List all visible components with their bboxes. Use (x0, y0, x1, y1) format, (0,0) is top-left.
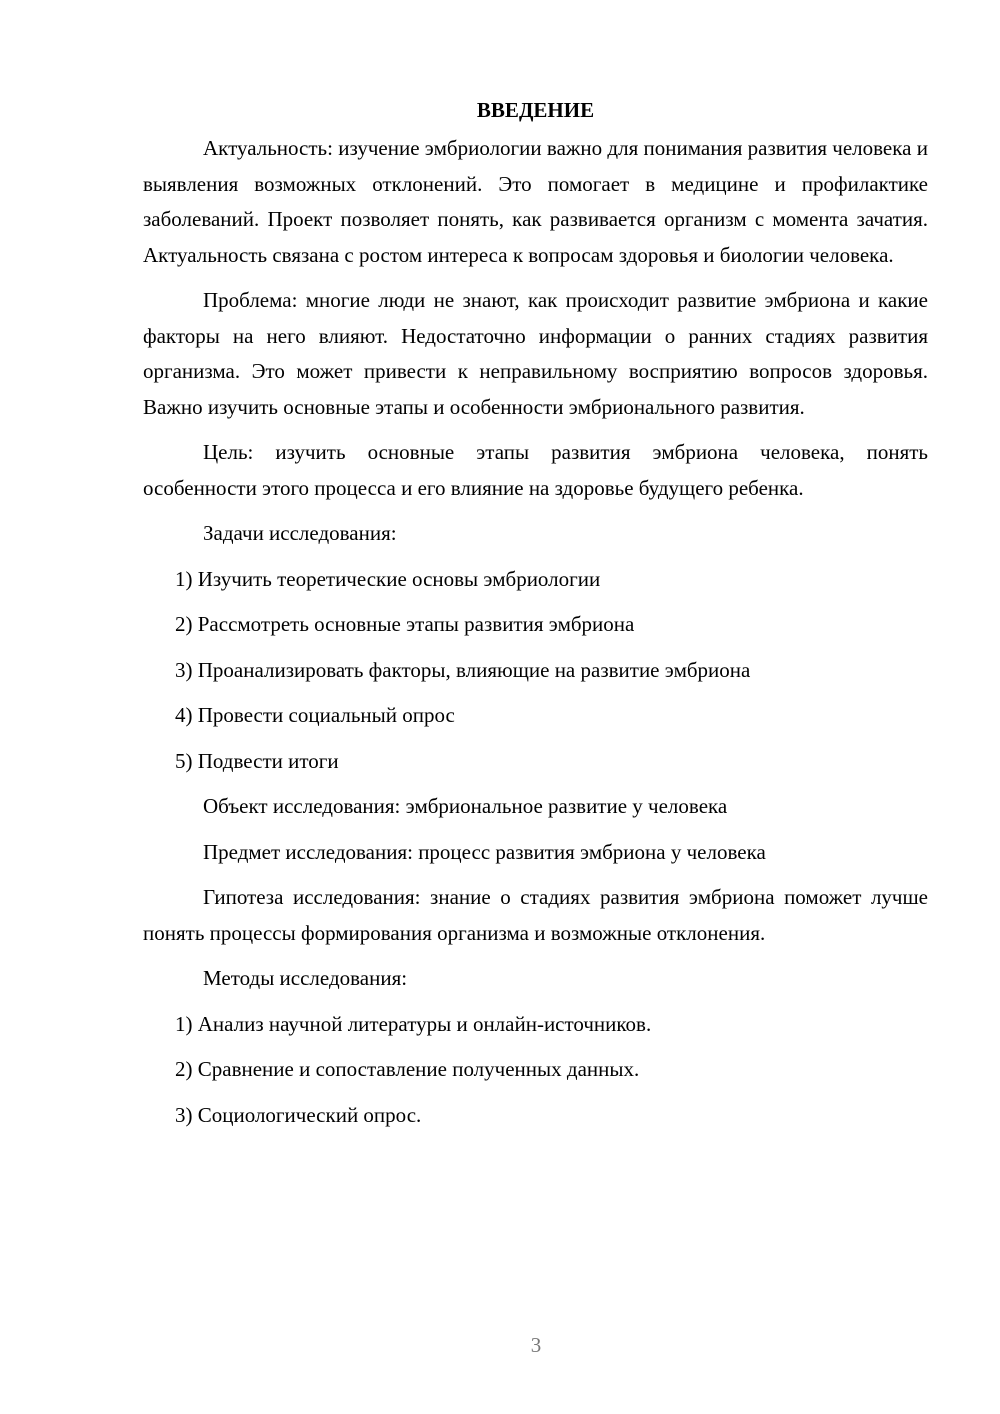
relevance-paragraph: Актуальность: изучение эмбриологии важно для понимания развития человека и выявления возможных отклонений. Это помогает в медицине и профилактике заболеваний. Проект позволяет понять, как развивается организм с момента зачатия. Актуальность связана с ростом интереса к вопросам здоровья и биологии человека. (143, 136, 928, 267)
object-paragraph: Объект исследования: эмбриональное развитие у человека (203, 794, 728, 818)
list-item: 5) Подвести итоги (175, 748, 339, 773)
problem-paragraph: Проблема: многие люди не знают, как происходит развитие эмбриона и какие факторы на него влияют. Недостаточно информации о ранних стадиях развития организма. Это может привести к неправильному восприятию вопросов здоровья. Важно изучить основные этапы и особенности эмбрионального развития. (143, 288, 928, 419)
list-item: 3) Проанализировать факторы, влияющие на развитие эмбриона (175, 657, 751, 682)
methods-list (143, 1007, 928, 1134)
methods-heading: Методы исследования: (203, 966, 408, 990)
goal-paragraph: Цель: изучить основные этапы развития эмбриона человека, понять особенности этого процесса и его влияние на здоровье будущего ребенка. (143, 440, 928, 500)
page-content (143, 94, 928, 1143)
list-item: 2) Рассмотреть основные этапы развития эмбриона (175, 612, 635, 636)
subject-paragraph: Предмет исследования: процесс развития эмбриона у человека (203, 839, 766, 864)
list-item: 1) Анализ научной литературы и онлайн-источников. (175, 1011, 652, 1036)
list-item: 1) Изучить теоретические основы эмбриологии (175, 566, 601, 591)
page-number: 3 (530, 1333, 542, 1357)
hypothesis-paragraph: Гипотеза исследования: знание о стадиях развития эмбриона поможет лучше понять процессы формирования организма и возможные отклонения. (143, 885, 928, 945)
list-item: 4) Провести социальный опрос (175, 703, 455, 727)
list-item: 2) Сравнение и сопоставление полученных данных. (175, 1057, 640, 1081)
tasks-list (143, 562, 928, 780)
list-item: 3) Социологический опрос. (175, 1102, 422, 1127)
tasks-heading: Задачи исследования: (203, 521, 397, 545)
page-title: ВВЕДЕНИЕ (476, 98, 595, 122)
